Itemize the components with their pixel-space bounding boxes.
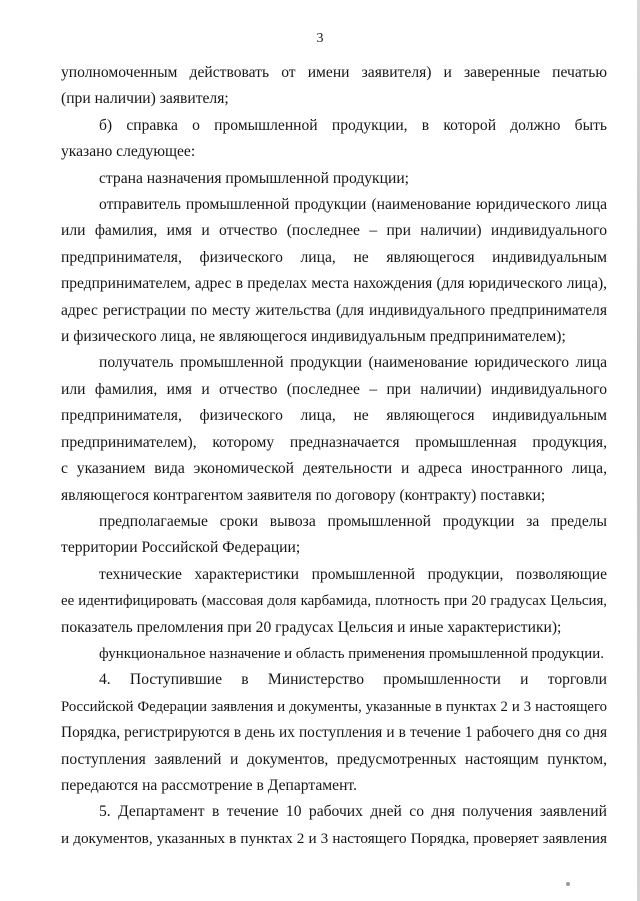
text-line: или фамилия, имя и отчество (последнее – при наличии) индивидуального (61, 222, 607, 240)
text-line: отправитель промышленной продукции (наименование юридического лица (99, 196, 607, 214)
text-line: адрес регистрации по месту жительства (для индивидуального предпринимателя (61, 301, 607, 319)
text-line: (при наличии) заявителя; (61, 90, 229, 108)
text-line: являющегося контрагентом заявителя по договору (контракту) поставки; (61, 486, 546, 504)
text-line: предпринимателя, физического лица, не являющегося индивидуальным (61, 248, 607, 266)
page-number: 3 (316, 31, 324, 46)
text-line: или фамилия, имя и отчество (последнее – при наличии) индивидуального (61, 380, 607, 398)
document-body (61, 60, 607, 852)
text-line: б) справка о промышленной продукции, в которой должно быть (99, 116, 607, 134)
text-line: страна назначения промышленной продукции; (99, 169, 409, 187)
text-line: ее идентифицировать (массовая доля карбамида, плотность при 20 градусах Цельсия, (61, 593, 607, 610)
text-line: указано следующее: (61, 143, 196, 161)
text-line: поступления заявлений и документов, предусмотренных настоящим пунктом, (61, 750, 607, 768)
text-line: технические характеристики промышленной продукции, позволяющие (99, 565, 607, 583)
text-line: с указанием вида экономической деятельности и адреса иностранного лица, (61, 460, 607, 478)
text-line: уполномоченным действовать от имени заявителя) и заверенные печатью (61, 64, 607, 81)
text-line: и документов, указанных в пунктах 2 и 3 настоящего Порядка, проверяет заявления (61, 829, 607, 847)
text-line: и физического лица, не являющегося индивидуальным предпринимателем); (61, 328, 566, 346)
text-line: функциональное назначение и область применения промышленной продукции. (99, 645, 604, 662)
scan-speck (566, 882, 570, 886)
text-line: территории Российской Федерации; (61, 539, 301, 557)
text-line: Порядка, регистрируются в день их поступления и в течение 1 рабочего дня со дня (61, 724, 607, 742)
text-line: предпринимателя, физического лица, не являющегося индивидуальным (61, 407, 607, 425)
text-line: показатель преломления при 20 градусах Цельсия и иные характеристики); (61, 618, 562, 636)
text-line: передаются на рассмотрение в Департамент. (61, 776, 357, 794)
text-line: предпринимателем, адрес в пределах места нахождения (для юридического лица), (61, 275, 607, 293)
text-line: предпринимателем), которому предназначается промышленная продукция, (61, 433, 607, 451)
text-line: 5. Департамент в течение 10 рабочих дней со дня получения заявлений (99, 803, 607, 821)
text-line: 4. Поступившие в Министерство промышленности и торговли (99, 671, 607, 689)
text-line: предполагаемые сроки вывоза промышленной продукции за пределы (99, 512, 607, 530)
text-line: получатель промышленной продукции (наименование юридического лица (99, 354, 607, 372)
text-line: Российской Федерации заявления и документы, указанные в пунктах 2 и 3 настоящего (61, 698, 607, 715)
